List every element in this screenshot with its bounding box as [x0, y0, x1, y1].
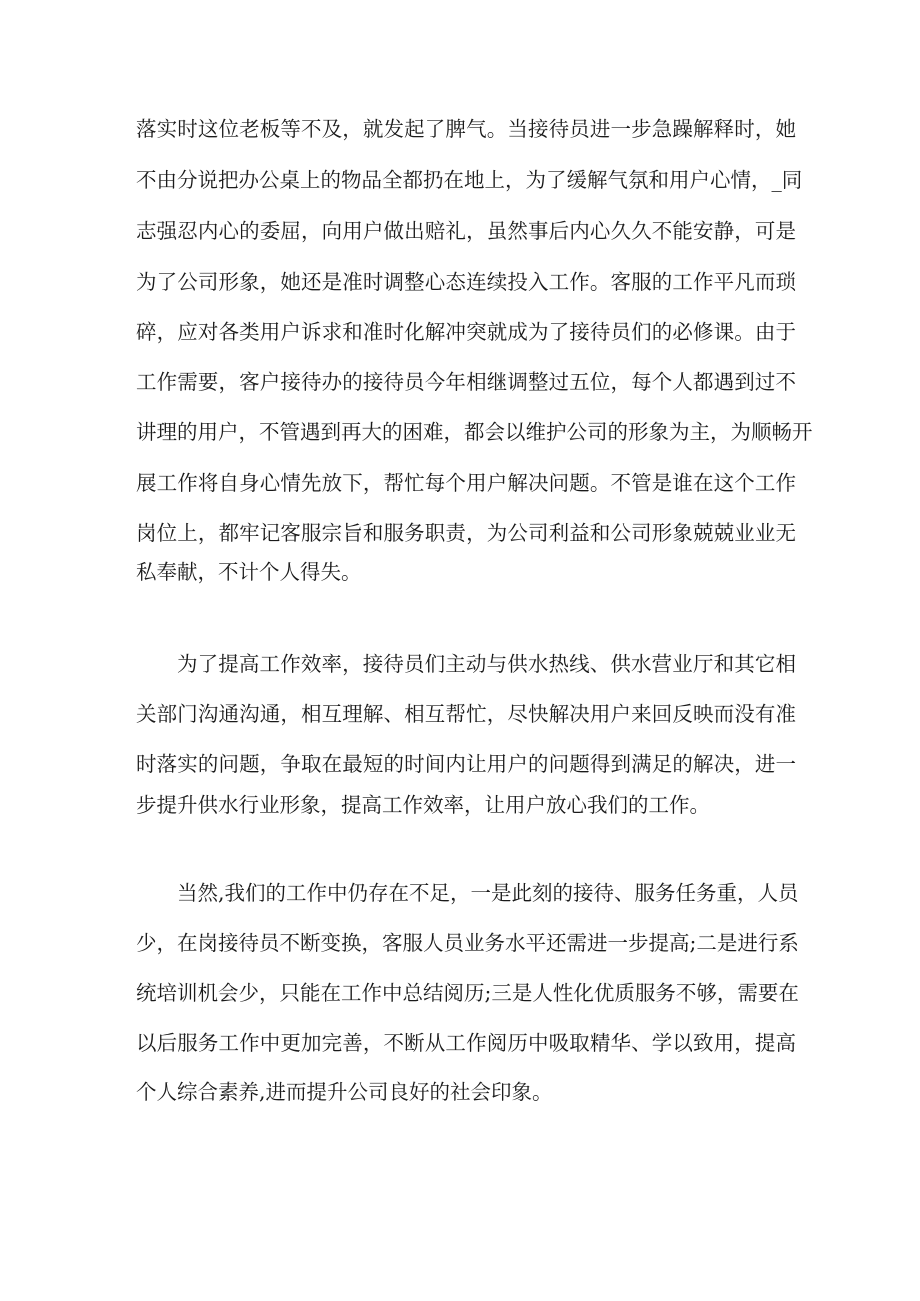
paragraph-line: 个人综合素养,进而提升公司良好的社会印象。 [136, 1080, 553, 1104]
paragraph-line: 步提升供水行业形象，提高工作效率，让用户放心我们的工作。 [136, 793, 710, 817]
paragraph-line: 展工作将自身心情先放下，帮忙每个用户解决问题。不管是谁在这个工作 [136, 471, 796, 495]
paragraph-line: 为了公司形象，她还是准时调整心态连续投入工作。客服的工作平凡而琐 [136, 270, 796, 294]
paragraph-line: 为了提高工作效率，接待员们主动与供水热线、供水营业厅和其它相 [177, 652, 796, 676]
paragraph-line: 工作需要，客户接待办的接待员今年相继调整过五位，每个人都遇到过不 [136, 370, 796, 394]
paragraph-line: 少，在岗接待员不断变换，客服人员业务水平还需进一步提高;二是进行系 [136, 931, 799, 955]
paragraph-line: 时落实的问题，争取在最短的时间内让用户的问题得到满足的解决，进一 [136, 752, 796, 776]
paragraph-line: 碎，应对各类用户诉求和准时化解冲突就成为了接待员们的必修课。由于 [136, 320, 796, 344]
paragraph-line: 统培训机会少，只能在工作中总结阅历;三是人性化优质服务不够，需要在 [136, 981, 799, 1005]
paragraph-line: 私奉献，不计个人得失。 [136, 560, 362, 584]
paragraph-line: 关部门沟通沟通，相互理解、相互帮忙，尽快解决用户来回反映而没有准 [136, 702, 796, 726]
paragraph-line: 当然,我们的工作中仍存在不足，一是此刻的接待、服务任务重，人员 [177, 881, 799, 905]
paragraph-line: 志强忍内心的委屈，向用户做出赔礼，虽然事后内心久久不能安静，可是 [136, 219, 796, 243]
paragraph-line: 讲理的用户，不管遇到再大的困难，都会以维护公司的形象为主，为顺畅开 [136, 420, 813, 444]
paragraph-line: 落实时这位老板等不及，就发起了脾气。当接待员进一步急躁解释时，她 [136, 117, 796, 141]
paragraph-line: 不由分说把办公桌上的物品全都扔在地上，为了缓解气氛和用户心情，_同 [136, 168, 803, 192]
paragraph-line: 岗位上，都牢记客服宗旨和服务职责，为公司利益和公司形象兢兢业业无 [136, 521, 796, 545]
paragraph-line: 以后服务工作中更加完善，不断从工作阅历中吸取精华、学以致用，提高 [136, 1031, 796, 1055]
